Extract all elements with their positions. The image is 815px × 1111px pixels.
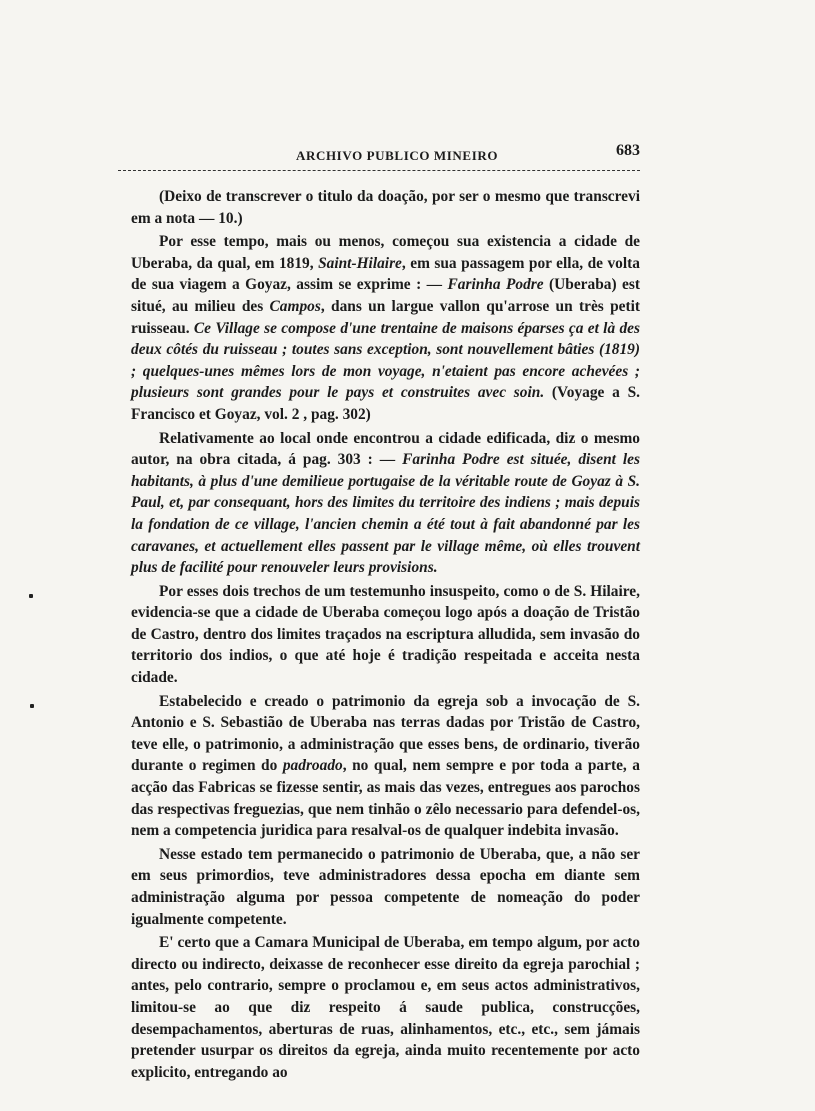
margin-mark — [30, 704, 34, 708]
paragraph-text: Estabelecido e creado o patrimonio da egreja sob a invocação de S. Antonio e S. Sebastião de Uberaba nas terras dadas por Tristão de Castro, teve elle, o patrimonio, a administração que esses bens, de ordinario, tiverão durante o regimen do — [131, 692, 640, 775]
italic-text: Saint-Hilaire — [318, 254, 402, 272]
italic-quote: Ce Village se compose d'une trentaine de maisons éparses ça et là des deux côtés du ruisseau ; toutes sans exception, sont nouvellement bâties (1819) ; quelques-unes mêmes lors de mon voyage, n'etaient pas encore achevées ; plusieurs sont grandes pour le pays et construites avec soin. — [131, 319, 641, 402]
body-text — [131, 186, 640, 1083]
paragraph-text: Por esse tempo, mais ou menos, começou sua existencia a cidade de Uberaba, da qual, em 1819, — [131, 233, 640, 272]
page-header — [118, 142, 640, 172]
page-number: 683 — [616, 142, 640, 159]
paragraph-4 — [131, 581, 640, 689]
paragraph-text: (Uberaba) est situé, au milieu des — [131, 276, 640, 315]
paragraph-1 — [131, 186, 640, 229]
paragraph-7 — [131, 932, 640, 1083]
running-title: ARCHIVO PUBLICO MINEIRO — [296, 148, 499, 163]
italic-quote: Farinha Podre est située, disent les habitants, à plus d'une demilieue portugaise de la véritable route de Goyaz à S. Paul, et, par consequant, hors des limites du territoire des indiens ; mais depuis la fondation de ce village, l'ancien chemin a été tout à fait abandonné par les caravanes, et actuellement elles passent par le village même, où elles trouvent plus de facilité pour renouveler leurs provisions. — [131, 451, 640, 577]
paragraph-text: Nesse estado tem permanecido o patrimonio de Uberaba, que, a não ser em seus primordios, teve administradores dessa epocha em diante sem administração alguma por pessoa competente de nomeação do poder igualmente competente. — [131, 845, 640, 928]
paragraph-text: Por esses dois trechos de um testemunho insuspeito, como o de S. Hilaire, evidencia-se que a cidade de Uberaba começou logo após a doação de Tristão de Castro, dentro dos limites traçados na escriptura alludida, sem invasão do territorio dos indios, o que até hoje é tradição respeitada e acceita nesta cidade. — [131, 582, 640, 687]
paragraph-6 — [131, 844, 640, 930]
paragraph-text: Relativamente ao local onde encontrou a cidade edificada, diz o mesmo autor, na obra citada, á pag. 303 : — — [131, 429, 640, 469]
italic-text: Campos — [269, 297, 321, 315]
citation: (Voyage a S. Francisco et Goyaz, vol. 2 , pag. 302) — [131, 384, 640, 423]
italic-text: Farinha Podre — [447, 276, 544, 294]
italic-text: padroado — [282, 757, 343, 775]
paragraph-text: (Deixo de transcrever o titulo da doação, por ser o mesmo que transcrevi em a nota — 10.) — [131, 188, 640, 227]
paragraph-text: , em sua passagem por ella, de volta de sua viagem a Goyaz, assim se exprime : — — [131, 254, 640, 294]
paragraph-3 — [131, 428, 640, 579]
paragraph-text: , no qual, nem sempre e por toda a parte, a acção das Fabricas se fizesse sentir, as mais das vezes, entregues aos parochos das respectivas freguezias, que nem tinhão o zêlo necessario para defendel-os, nem a competencia juridica para resalval-os de qualquer indebita invasão. — [131, 757, 640, 840]
paragraph-text: , dans un largue vallon qu'arrose un très petit ruisseau. — [131, 297, 640, 337]
header-rule — [118, 170, 640, 171]
margin-mark — [29, 594, 33, 598]
paragraph-5 — [131, 691, 640, 842]
paragraph-text: E' certo que a Camara Municipal de Uberaba, em tempo algum, por acto directo ou indirecto, deixasse de reconhecer esse direito da egreja parochial ; antes, pelo contrario, sempre o proclamou e, em seus actos administrativos, limitou-se ao que diz respeito á saude publica, construcções, desempachamentos, aberturas de ruas, alinhamentos, etc., etc., sem jámais pretender usurpar os direitos da egreja, ainda muito recentemente por acto explicito, entregando ao — [131, 934, 640, 1081]
paragraph-2 — [131, 231, 640, 425]
